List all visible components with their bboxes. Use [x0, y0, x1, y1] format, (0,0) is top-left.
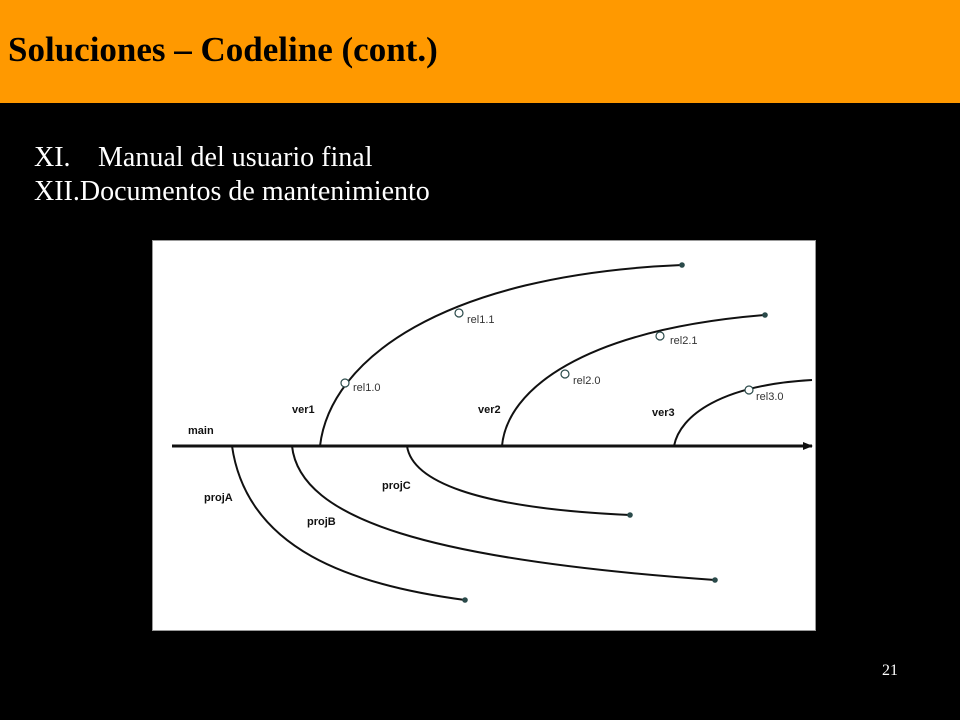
main-label: main — [188, 425, 214, 437]
item-text: Manual del usuario final — [98, 142, 373, 173]
release-marker — [745, 386, 753, 394]
list-item — [34, 141, 430, 175]
slide-title: Soluciones – Codeline (cont.) — [8, 30, 438, 69]
branch-end-dot — [762, 312, 768, 318]
list-item — [34, 175, 430, 209]
page-number: 21 — [882, 662, 898, 679]
ver3-branch — [674, 380, 812, 446]
item-number: XI. — [34, 142, 71, 173]
branch-end-dot — [627, 512, 633, 518]
projC-branch — [407, 446, 630, 515]
item-text: Documentos de mantenimiento — [79, 176, 430, 207]
release-label: rel1.1 — [467, 314, 495, 326]
projC-label: projC — [382, 480, 411, 492]
release-label: rel2.0 — [573, 375, 601, 387]
branch-end-dot — [712, 577, 718, 583]
release-marker — [341, 379, 349, 387]
ver3-label: ver3 — [652, 407, 675, 419]
ver1-branch — [320, 265, 682, 446]
ver2-label: ver2 — [478, 404, 501, 416]
branch-end-dot — [679, 262, 685, 268]
bullet-list — [34, 141, 430, 209]
projB-label: projB — [307, 516, 336, 528]
title-bar — [0, 0, 960, 103]
projB-branch — [292, 446, 715, 580]
projA-label: projA — [204, 492, 233, 504]
release-label: rel3.0 — [756, 391, 784, 403]
codeline-diagram-svg — [152, 240, 816, 631]
diagram-border — [153, 241, 816, 631]
release-marker — [455, 309, 463, 317]
branch-end-dot — [462, 597, 468, 603]
projA-branch — [232, 446, 465, 600]
codeline-diagram — [152, 240, 816, 631]
ver2-branch — [502, 315, 765, 446]
release-marker — [561, 370, 569, 378]
release-label: rel2.1 — [670, 335, 698, 347]
ver1-label: ver1 — [292, 404, 315, 416]
item-number: XII. — [34, 176, 80, 207]
release-marker — [656, 332, 664, 340]
release-label: rel1.0 — [353, 382, 381, 394]
